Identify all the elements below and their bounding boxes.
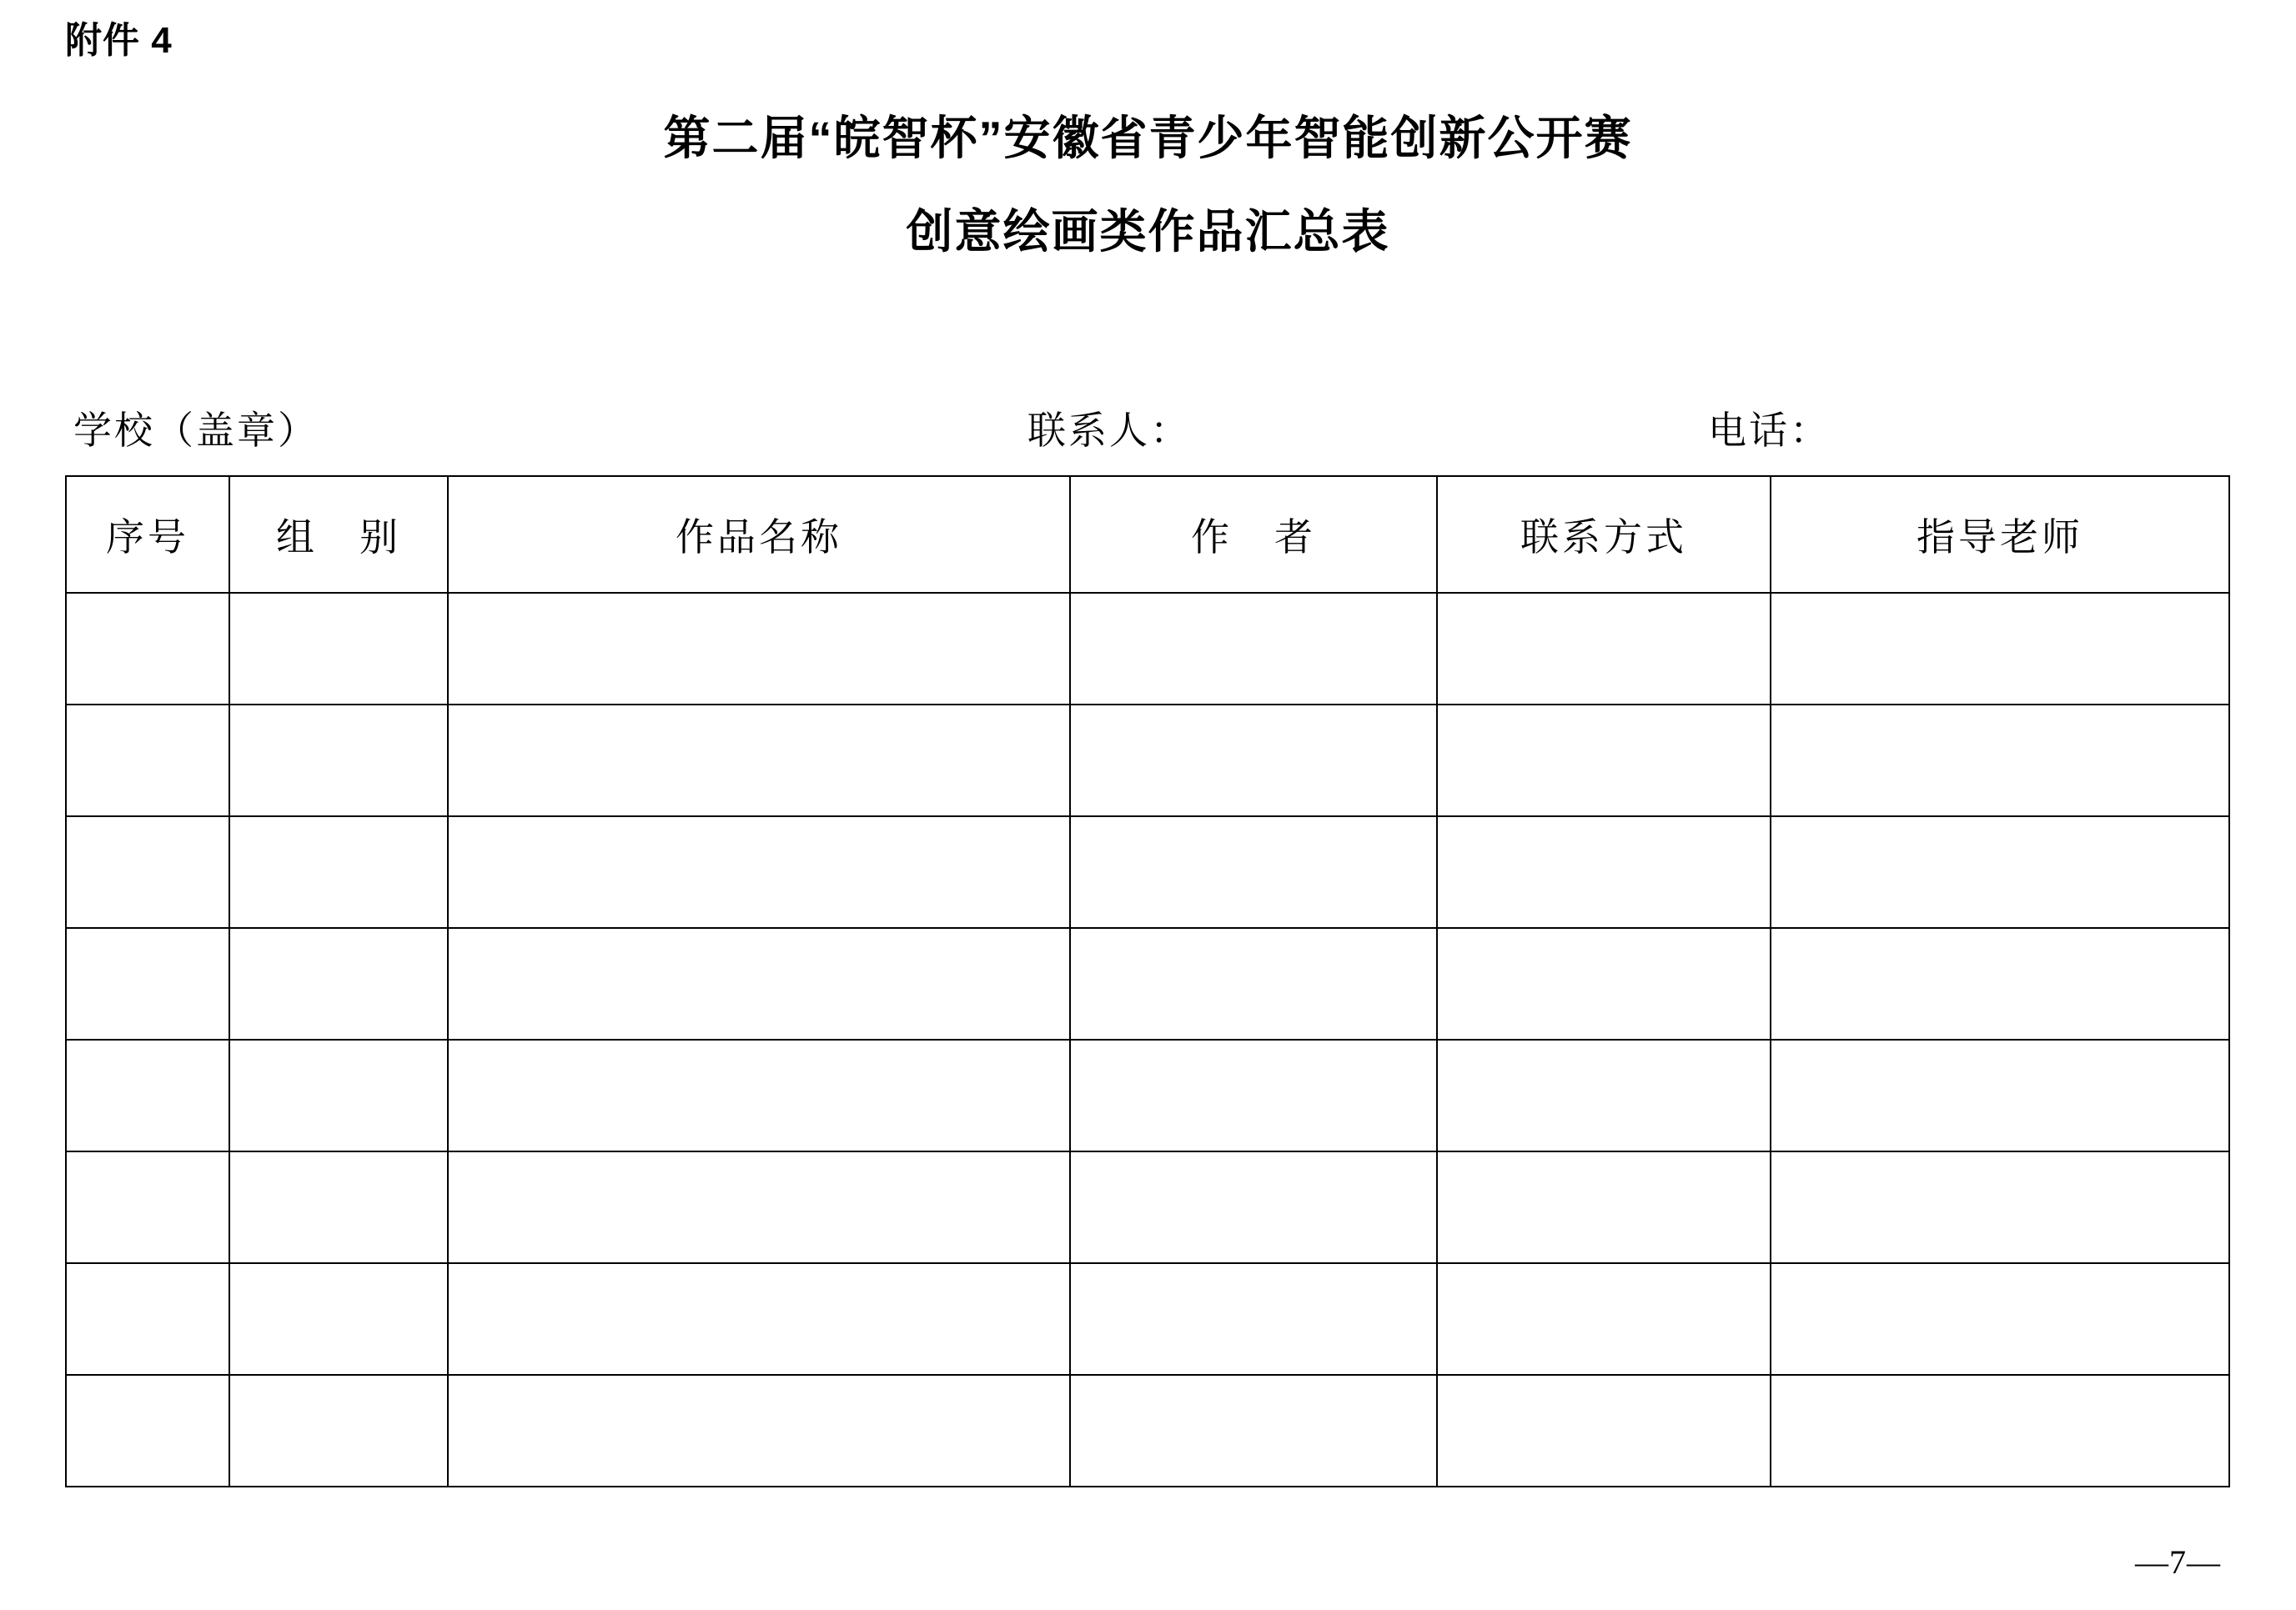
column-header-author: 作 者 xyxy=(1070,476,1437,593)
cell-group[interactable] xyxy=(229,1263,448,1375)
table-row xyxy=(66,1375,2229,1487)
cell-contact[interactable] xyxy=(1437,928,1771,1040)
cell-teacher[interactable] xyxy=(1771,928,2229,1040)
title-line-1: 第二届“皖智杯”安徽省青少年智能创新公开赛 xyxy=(663,112,1633,164)
table-row xyxy=(66,593,2229,705)
cell-teacher[interactable] xyxy=(1771,705,2229,816)
column-header-work-name: 作品名称 xyxy=(448,476,1070,593)
cell-work-name[interactable] xyxy=(448,705,1070,816)
column-header-teacher: 指导老师 xyxy=(1771,476,2229,593)
cell-seq[interactable] xyxy=(66,1151,229,1263)
cell-contact[interactable] xyxy=(1437,1263,1771,1375)
cell-seq[interactable] xyxy=(66,1040,229,1151)
cell-group[interactable] xyxy=(229,1151,448,1263)
cell-group[interactable] xyxy=(229,705,448,816)
cell-group[interactable] xyxy=(229,593,448,705)
column-header-group: 组 别 xyxy=(229,476,448,593)
cell-teacher[interactable] xyxy=(1771,1263,2229,1375)
cell-seq[interactable] xyxy=(66,705,229,816)
cell-author[interactable] xyxy=(1070,1263,1437,1375)
cell-teacher[interactable] xyxy=(1771,1375,2229,1487)
table-row xyxy=(66,928,2229,1040)
cell-author[interactable] xyxy=(1070,816,1437,928)
works-summary-table xyxy=(65,475,2228,1487)
table-row xyxy=(66,1040,2229,1151)
cell-work-name[interactable] xyxy=(448,1151,1070,1263)
cell-seq[interactable] xyxy=(66,593,229,705)
column-header-seq: 序号 xyxy=(66,476,229,593)
cell-author[interactable] xyxy=(1070,928,1437,1040)
attachment-label: 附件 4 xyxy=(65,20,173,61)
cell-contact[interactable] xyxy=(1437,1151,1771,1263)
cell-group[interactable] xyxy=(229,1040,448,1151)
cell-teacher[interactable] xyxy=(1771,1040,2229,1151)
phone-field-label: 电话： xyxy=(1708,409,1831,452)
title-line-2: 创意绘画类作品汇总表 xyxy=(906,205,1390,258)
cell-contact[interactable] xyxy=(1437,705,1771,816)
column-header-contact: 联系方式 xyxy=(1437,476,1771,593)
cell-contact[interactable] xyxy=(1437,1040,1771,1151)
cell-contact[interactable] xyxy=(1437,1375,1771,1487)
cell-group[interactable] xyxy=(229,816,448,928)
school-field-label: 学校（盖章） xyxy=(73,409,319,452)
cell-group[interactable] xyxy=(229,928,448,1040)
cell-work-name[interactable] xyxy=(448,1040,1070,1151)
cell-work-name[interactable] xyxy=(448,1375,1070,1487)
cell-author[interactable] xyxy=(1070,705,1437,816)
table-row xyxy=(66,1151,2229,1263)
cell-work-name[interactable] xyxy=(448,816,1070,928)
meta-row xyxy=(0,400,2296,459)
table-row xyxy=(66,1263,2229,1375)
cell-group[interactable] xyxy=(229,1375,448,1487)
table-row xyxy=(66,816,2229,928)
cell-author[interactable] xyxy=(1070,1375,1437,1487)
page-number: —7— xyxy=(2135,1543,2221,1581)
cell-seq[interactable] xyxy=(66,928,229,1040)
table-row xyxy=(66,705,2229,816)
cell-author[interactable] xyxy=(1070,1040,1437,1151)
cell-teacher[interactable] xyxy=(1771,816,2229,928)
cell-work-name[interactable] xyxy=(448,928,1070,1040)
cell-teacher[interactable] xyxy=(1771,1151,2229,1263)
cell-seq[interactable] xyxy=(66,1375,229,1487)
cell-seq[interactable] xyxy=(66,1263,229,1375)
cell-work-name[interactable] xyxy=(448,1263,1070,1375)
cell-contact[interactable] xyxy=(1437,593,1771,705)
cell-seq[interactable] xyxy=(66,816,229,928)
cell-author[interactable] xyxy=(1070,1151,1437,1263)
cell-author[interactable] xyxy=(1070,593,1437,705)
contact-person-field-label: 联系人： xyxy=(1027,409,1191,452)
document-title xyxy=(0,92,2296,278)
cell-teacher[interactable] xyxy=(1771,593,2229,705)
table-header-row xyxy=(66,476,2229,593)
cell-contact[interactable] xyxy=(1437,816,1771,928)
cell-work-name[interactable] xyxy=(448,593,1070,705)
